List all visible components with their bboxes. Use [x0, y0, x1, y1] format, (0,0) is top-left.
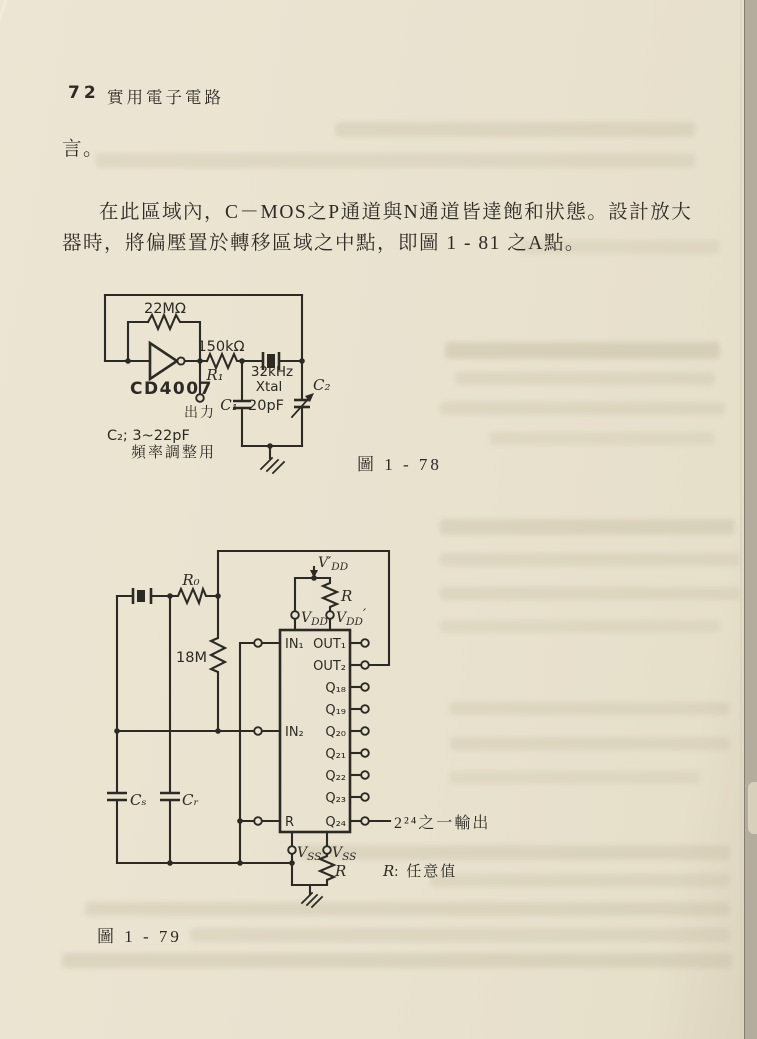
pin-q18-label: Q₁₈: [325, 681, 346, 696]
bleed-through-smudge: [455, 372, 715, 385]
feedback-resistor-value-label: 22MΩ: [143, 301, 187, 317]
pin-q22-label: Q₂₂: [325, 769, 346, 784]
pin-out2-label: OUT₂: [313, 659, 346, 674]
inverter-symbol: [150, 343, 185, 379]
cr-label: Cᵣ: [182, 791, 199, 809]
ic-name-label: CD4007: [130, 379, 213, 399]
bleed-through-smudge: [445, 342, 720, 359]
page-edge-bump: [748, 782, 757, 834]
figure-1-79-circuit: [95, 540, 515, 950]
pin-q20-label: Q₂₀: [325, 725, 346, 740]
bleed-through-smudge: [95, 153, 695, 168]
crystal-name-label: Xtal: [255, 379, 283, 395]
figure-1-78-caption: 圖 1 - 78: [357, 455, 442, 474]
pin-q24-label: Q₂₄: [325, 815, 346, 830]
vss-pin1-label: $V_{SS}$: [297, 845, 322, 863]
series-resistor-value-label: 150kΩ: [197, 339, 245, 355]
bleed-through-smudge: [62, 953, 732, 968]
r-arbitrary-note: R: 任意值: [383, 862, 458, 880]
pin-q21-label: Q₂₁: [325, 747, 346, 762]
r0-label: R₀: [182, 571, 200, 589]
bleed-through-smudge: [335, 122, 695, 137]
crystal-frequency-label: 32kHz: [250, 364, 294, 380]
page-number: 72: [68, 83, 100, 103]
bottom-resistor-label: R: [335, 862, 347, 880]
c1-name-label: C₁: [220, 396, 238, 414]
feedback-resistor-label: 18M: [176, 650, 207, 666]
pin-q19-label: Q₁₉: [325, 703, 346, 718]
ground-icon: [302, 893, 322, 907]
capacitor-cs: [107, 793, 127, 800]
vdd-prime-pin-label: $V_{DD}'$: [336, 607, 367, 628]
corner-crease: [0, 0, 9, 71]
vdd-pin-label: $V_{DD}$: [301, 610, 328, 628]
bleed-through-smudge: [440, 402, 725, 415]
figure-1-78-circuit: [95, 285, 442, 480]
cs-label: Cₛ: [130, 791, 147, 809]
pin-out1-label: OUT₁: [313, 637, 346, 652]
pin-reset-label: R: [285, 815, 295, 830]
vss-pin2-label: $V_{SS}$: [332, 845, 357, 863]
ground-icon: [261, 446, 284, 473]
c2-note-line1: C₂; 3~22pF: [107, 428, 190, 444]
bleed-through-smudge: [440, 519, 735, 535]
figure-1-79-caption: 圖 1 - 79: [97, 927, 182, 946]
paragraph-line-2: 器時，將偏壓置於轉移區域之中點，即圖 1 - 81 之A點。: [62, 233, 586, 254]
pin-terminals: [254, 611, 369, 854]
scanner-background-strip: [745, 0, 757, 1039]
page-edge-crease: [740, 0, 742, 1039]
pin-in1-label: IN₁: [285, 637, 304, 652]
top-resistor-label: R: [341, 587, 353, 605]
series-resistor-name-label: R₁: [206, 366, 224, 384]
vdd-supply-label: $V'_{DD}$: [318, 555, 349, 573]
output-label: 出力: [184, 406, 216, 421]
c2-note-line2: 頻率調整用: [131, 445, 217, 461]
pin-q23-label: Q₂₃: [325, 791, 346, 806]
crystal-icon: [133, 588, 151, 604]
paragraph-closing-line: 言。: [62, 139, 105, 160]
capacitor-cr: [160, 793, 180, 800]
c2-name-label: C₂: [313, 376, 331, 394]
bleed-through-smudge: [490, 432, 715, 445]
paragraph-line-1: 在此區域內，C－MOS之P通道與N通道皆達飽和狀態。設計放大: [99, 202, 693, 223]
running-head-book-title: 實用電子電路: [107, 88, 224, 107]
q24-output-note: 2²⁴之一輸出: [394, 815, 491, 832]
c1-value-label: 20pF: [248, 398, 284, 414]
pin-in2-label: IN₂: [285, 725, 304, 740]
